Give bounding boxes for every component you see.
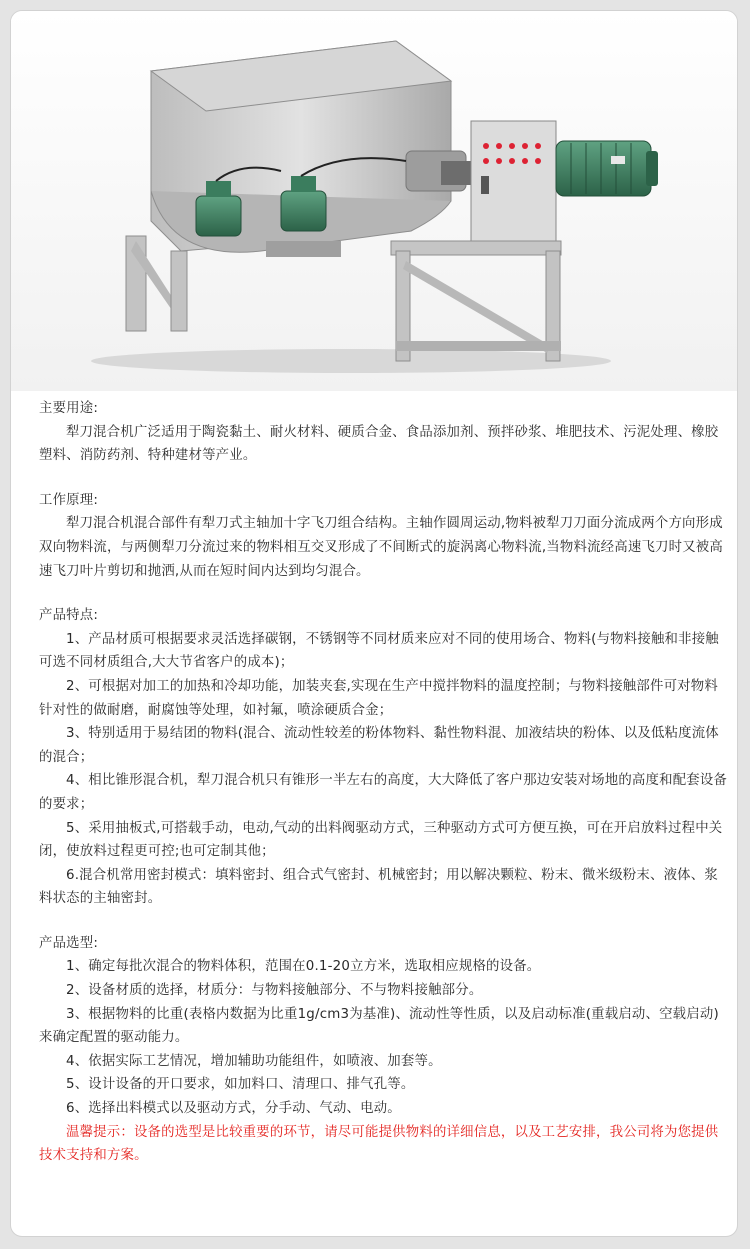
feature-item: 6.混合机常用密封模式：填料密封、组合式气密封、机械密封；用以解决颗粒、粉末、微米级粉末、液体、浆料状态的主轴密封。 xyxy=(39,867,718,907)
feature-item: 5、采用抽板式,可搭载手动，电动,气动的出料阀驱动方式，三种驱动方式可方便互换，可在开启放料过程中关闭，使放料过程更可控;也可定制其他； xyxy=(39,820,723,860)
section-heading: 主要用途: xyxy=(39,401,99,416)
section-heading: 产品特点: xyxy=(39,608,99,624)
paragraph: 犁刀混合机混合部件有犁刀式主轴加十字飞刀组合结构。主轴作圆周运动,物料被犁刀刀面分流成两个方向形成双向物料流，与两侧犁刀分流过来的物料相互交叉形成了不间断式的旋涡离心物料流,当物料流经高速飞刀时又被高速飞刀叶片剪切和抛洒,从而在短时间内达到均匀混合。 xyxy=(39,516,723,579)
product-photo-plow-mixer xyxy=(11,11,738,391)
selection-item: 2、设备材质的选择，材质分：与物料接触部分、不与物料接触部分。 xyxy=(66,983,483,999)
feature-item: 2、可根据对加工的加热和冷却功能，加装夹套,实现在生产中搅拌物料的温度控制；与物料接触部件可对物料针对性的做耐磨，耐腐蚀等处理，如衬氟，喷涂硬质合金； xyxy=(39,678,718,718)
warm-tip: 温馨提示：设备的选型是比较重要的环节，请尽可能提供物料的详细信息，以及工艺安排，我公司将为您提供技术支持和方案。 xyxy=(39,1124,719,1164)
feature-item: 1、产品材质可根据要求灵活选择碳钢，不锈钢等不同材质来应对不同的使用场合、物料(与物料接触和非接触可选不同材质组合,大大节省客户的成本)； xyxy=(39,631,719,671)
feature-item: 4、相比锥形混合机，犁刀混合机只有锥形一半左右的高度，大大降低了客户那边安装对场地的高度和配套设备的要求； xyxy=(39,773,728,812)
section-working-principle xyxy=(39,489,729,583)
section-selection xyxy=(39,932,729,1168)
feature-item: 3、特别适用于易结团的物料(混合、流动性较差的粉体物料、黏性物料混、加液结块的粉体、以及低粘度流体的混合； xyxy=(39,726,719,765)
section-heading: 工作原理: xyxy=(39,492,99,508)
selection-item: 6、选择出料模式以及驱动方式，分手动、气动、电动。 xyxy=(66,1101,401,1117)
content-card xyxy=(10,10,738,1237)
paragraph: 犁刀混合机广泛适用于陶瓷黏土、耐火材料、硬质合金、食品添加剂、预拌砂浆、堆肥技术、污泥处理、橡胶塑料、消防药剂、特种建材等产业。 xyxy=(39,424,719,464)
section-applications xyxy=(39,397,729,468)
selection-item: 5、设计设备的开口要求，如加料口、清理口、排气孔等。 xyxy=(66,1077,415,1093)
section-heading: 产品选型: xyxy=(39,935,99,951)
selection-item: 1、确定每批次混合的物料体积，范围在0.1-20立方米，选取相应规格的设备。 xyxy=(66,959,541,975)
description-text xyxy=(39,397,729,1189)
section-features xyxy=(39,604,729,911)
selection-item: 3、根据物料的比重(表格内数据为比重1g/cm3为基准)、流动性等性质，以及启动标准(重载启动、空载启动)来确定配置的驱动能力。 xyxy=(39,1006,719,1046)
selection-item: 4、依据实际工艺情况，增加辅助功能组件，如喷液、加套等。 xyxy=(66,1053,442,1069)
